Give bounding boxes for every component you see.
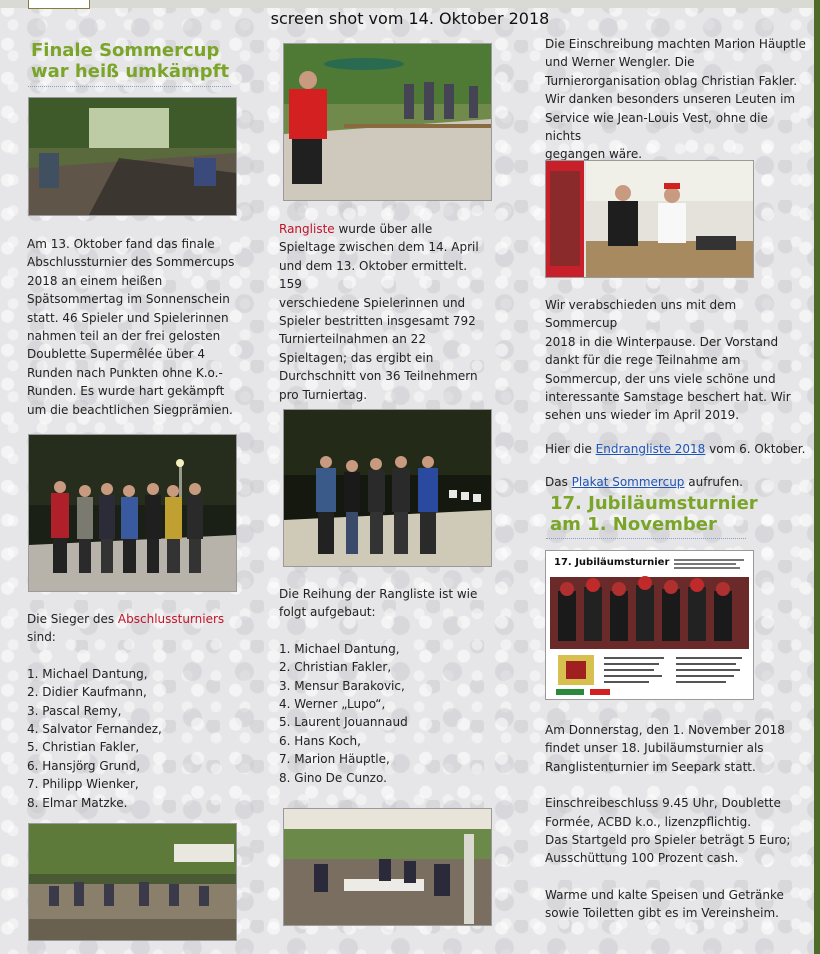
intro-line: Abschlussturnier des Sommercups (27, 255, 235, 270)
details-line: Einschreibeschluss 9.45 Uhr, Doublette (545, 796, 781, 811)
list-item: 1. Michael Dantung, (27, 666, 148, 681)
photo-court-shade-image (29, 98, 236, 215)
photo-ranking-group[interactable] (283, 409, 492, 567)
org-line: gegangen wäre. (545, 147, 643, 162)
right-border (814, 0, 820, 954)
winners-section (27, 610, 239, 812)
farewell-text (545, 296, 807, 492)
rangliste-line: Spieltage zwischen dem 14. April (279, 240, 479, 255)
intro-line: Am 13. Oktober fand das finale (27, 237, 215, 251)
photo-tent-tables-image (284, 809, 491, 925)
org-line: und Werner Wengler. Die (545, 55, 695, 70)
page-caption: screen shot vom 14. Oktober 2018 (270, 9, 550, 28)
winners-intro (27, 610, 239, 628)
photo-tent-tables[interactable] (283, 808, 492, 926)
heading-finale (31, 40, 251, 82)
photo-court-shade[interactable] (28, 97, 237, 216)
organisation-text (545, 35, 807, 164)
farewell-line: dankt für die rege Teilnahme am (545, 353, 741, 368)
intro-line: Doublette Supermêlée über 4 (27, 347, 206, 362)
reihung-line: Die Reihung der Rangliste ist wie (279, 587, 478, 601)
list-item: 3. Mensur Barakovic, (279, 678, 405, 693)
rangliste-link[interactable]: Rangliste (279, 222, 335, 236)
photo-winners-group-image (29, 435, 236, 591)
list-item: 8. Gino De Cunzo. (279, 770, 387, 785)
list-item: 5. Laurent Jouannaud (279, 715, 408, 730)
rangliste-line: Spieltagen; das ergibt ein (279, 350, 434, 365)
heading-jubilaeum-line1: 17. Jubiläumsturnier (550, 493, 758, 514)
farewell-line: sehen uns wieder im April 2019. (545, 408, 740, 423)
rangliste-line: pro Turniertag. (279, 387, 368, 402)
list-item: 2. Didier Kaufmann, (27, 685, 147, 700)
org-line: Turnierorganisation oblag Christian Fakler. (545, 73, 798, 88)
heading-finale-line2: war heiß umkämpft (31, 61, 230, 82)
heading-jubilaeum (550, 493, 790, 535)
photo-service-counter-image (546, 161, 753, 277)
org-line: Service wie Jean-Louis Vest, ohne die nichts (545, 110, 768, 144)
endrangliste-link[interactable]: Endrangliste 2018 (595, 441, 706, 456)
reihung-line: folgt aufgebaut: (279, 605, 376, 620)
nov-line: Ranglistenturnier im Seepark statt. (545, 759, 756, 774)
winners-suffix: sind: (27, 630, 56, 645)
list-item: 7. Philipp Wienker, (27, 777, 139, 792)
spacer (279, 622, 493, 640)
plakat-line (545, 473, 807, 491)
intro-text (27, 235, 239, 419)
spacer (545, 458, 807, 473)
plakat-link[interactable]: Plakat Sommercup (571, 475, 685, 490)
heading-finale-line1: Finale Sommercup (31, 40, 220, 61)
photo-ranking-group-image (284, 410, 491, 566)
rangliste-line: verschiedene Spielerinnen und (279, 295, 466, 310)
intro-line: 2018 an einem heißen (27, 273, 163, 288)
endrangliste-line (545, 440, 807, 458)
abschlussturniers-link[interactable]: Abschlussturniers (117, 612, 225, 626)
photo-boules-players-image (284, 44, 491, 200)
details-line: Das Startgeld pro Spieler beträgt 5 Euro; (545, 833, 791, 848)
spacer (545, 868, 807, 886)
photo-winners-group[interactable] (28, 434, 237, 592)
intro-line: Spätsommertag im Sonnenschein (27, 292, 230, 307)
rangliste-text (279, 220, 493, 404)
top-bar (0, 0, 814, 8)
winners-prefix: Die Sieger des (27, 612, 118, 626)
reihung-section (279, 585, 493, 787)
food-line: sowie Toiletten gibt es im Vereinsheim. (545, 906, 779, 921)
list-item: 5. Christian Fakler, (27, 740, 140, 755)
org-line: Die Einschreibung machten Marion Häuptle (545, 37, 806, 51)
photo-service-counter[interactable] (545, 160, 754, 278)
intro-line: nahmen teil an der frei gelosten (27, 329, 221, 344)
photo-boules-players[interactable] (283, 43, 492, 201)
farewell-line: 2018 in die Winterpause. Der Vorstand (545, 334, 779, 349)
plakat-suffix: aufrufen. (684, 475, 743, 490)
poster-title: 17. Jubiläumsturnier (554, 557, 670, 568)
spacer (545, 425, 807, 440)
winners-list (27, 665, 239, 812)
rangliste-line: Spieler bestritten insgesamt 792 (279, 314, 476, 329)
endrangliste-prefix: Hier die (545, 441, 596, 456)
heading-jubilaeum-rule (546, 538, 746, 539)
farewell-line: interessante Samstage beschert hat. Wir (545, 390, 791, 405)
list-item: 4. Werner „Lupo“, (279, 697, 386, 712)
heading-finale-rule (28, 86, 231, 87)
rangliste-line: Durchschnitt von 36 Teilnehmern (279, 369, 478, 384)
poster-image (546, 551, 753, 699)
nov-line: findet unser 18. Jubiläumsturnier als (545, 741, 764, 756)
intro-line: Runden nach Punkten ohne K.o.- (27, 365, 223, 380)
rangliste-line: Turnierteilnahmen an 22 (279, 332, 426, 347)
org-line: Wir danken besonders unseren Leuten im (545, 92, 796, 107)
ranking-list (279, 640, 493, 787)
list-item: 1. Michael Dantung, (279, 641, 400, 656)
list-item: 7. Marion Häuptle, (279, 752, 390, 767)
spacer (545, 776, 807, 794)
endrangliste-suffix: vom 6. Oktober. (705, 441, 806, 456)
list-item: 3. Pascal Remy, (27, 703, 122, 718)
farewell-line: Sommercup, der uns viele schöne und (545, 371, 776, 386)
details-line: Formée, ACBD k.o., lizenzpflichtig. (545, 814, 752, 829)
intro-line: um die beachtlichen Siegprämien. (27, 402, 233, 417)
list-item: 6. Hans Koch, (279, 733, 361, 748)
nov-line: Am Donnerstag, den 1. November 2018 (545, 723, 785, 737)
november-text (545, 721, 807, 923)
heading-jubilaeum-line2: am 1. November (550, 514, 717, 535)
spacer (27, 647, 239, 665)
intro-line: Runden. Es wurde hart gekämpft (27, 384, 225, 399)
food-line: Warme und kalte Speisen und Getränke (545, 887, 784, 902)
poster-jubilaeum[interactable] (545, 550, 754, 700)
list-item: 2. Christian Fakler, (279, 660, 392, 675)
rangliste-line: und dem 13. Oktober ermittelt. 159 (279, 258, 468, 292)
photo-terrace-seating-image (29, 824, 236, 940)
photo-terrace-seating[interactable] (28, 823, 237, 941)
details-line: Ausschüttung 100 Prozent cash. (545, 851, 739, 866)
list-item: 8. Elmar Matzke. (27, 795, 128, 810)
list-item: 4. Salvator Fernandez, (27, 722, 162, 737)
rangliste-suffix: wurde über alle (334, 222, 433, 236)
rangliste-intro (279, 220, 493, 238)
intro-line: statt. 46 Spieler und Spielerinnen (27, 310, 229, 325)
farewell-line: Wir verabschieden uns mit dem Sommercup (545, 298, 737, 331)
plakat-prefix: Das (545, 475, 572, 490)
list-item: 6. Hansjörg Grund, (27, 758, 141, 773)
